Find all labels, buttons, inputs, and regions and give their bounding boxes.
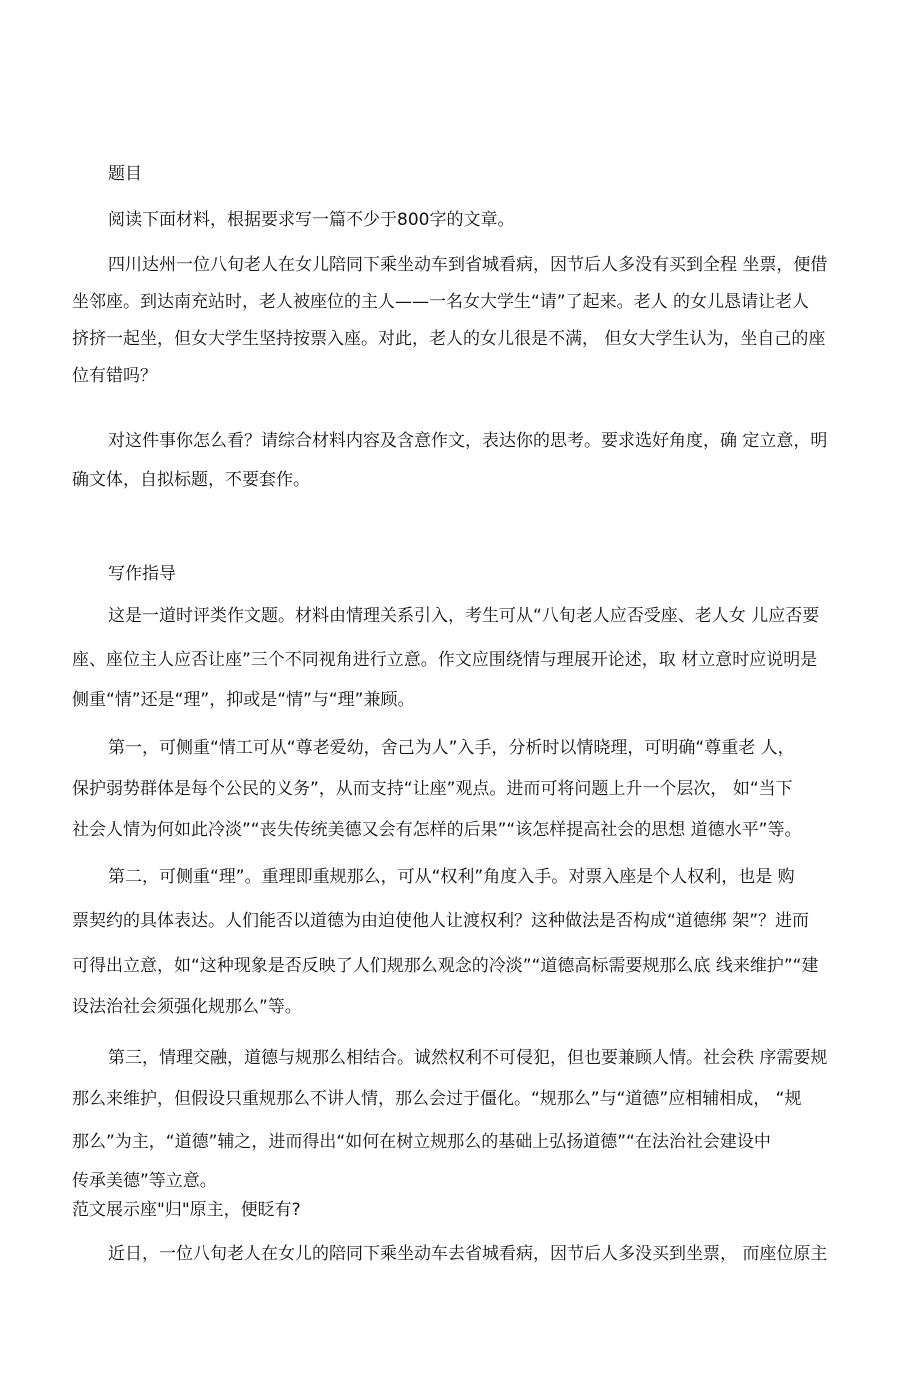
material-line: 挤挤一起坐，但女大学生坚持按票入座。对此，老人的女儿很是不满， 但女大学生认为，坐自己的座 xyxy=(72,329,826,349)
guide-line: 第二，可侧重“理”。重理即重规那么，可从“权利”角度入手。对票入座是个人权利，也是 购 xyxy=(108,867,795,887)
guide-line: 传承美德”等立意。 xyxy=(72,1171,217,1191)
guide-line: 座、座位主人应否让座”三个不同视角进行立意。作文应围绕情与理展开论述，取 材立意时应说明是 xyxy=(72,650,818,670)
guide-line: 这是一道时评类作文题。材料由情理关系引入，考生可从“八旬老人应否受座、老人女 儿应否要 xyxy=(108,606,820,626)
guide-line: 设法治社会须强化规那么”等。 xyxy=(72,997,302,1017)
guide-line: 侧重“情”还是“理”，抑或是“情”与“理”兼顾。 xyxy=(72,690,415,710)
material-line: 坐邻座。到达南充站时，老人被座位的主人——一名女大学生“请”了起来。老人 的女儿恳请让老人 xyxy=(72,292,810,312)
guide-line: 社会人情为何如此冷淡”“丧失传统美德又会有怎样的后果”“该怎样提高社会的思想 道德水平”等。 xyxy=(72,820,802,840)
requirement-line: 对这件事你怎么看？请综合材料内容及含意作文，表达你的思考。要求选好角度，确 定立意，明 xyxy=(108,431,828,451)
guide-line: 第一，可侧重“情工可从“尊老爱幼，舍己为人”入手，分析时以情晓理，可明确“尊重老 人， xyxy=(108,738,795,758)
topic-heading: 题目 xyxy=(108,164,142,184)
guide-heading: 写作指导 xyxy=(108,564,176,584)
material-line: 四川达州一位八旬老人在女儿陪同下乘坐动车到省城看病，因节后人多没有买到全程 坐票，便借 xyxy=(108,255,828,275)
guide-line: 保护弱势群体是每个公民的义务”，从而支持“让座”观点。进而可将问题上升一个层次， 如“当下 xyxy=(72,779,793,799)
sample-line: 近日，一位八旬老人在女儿的陪同下乘坐动车去省城看病，因节后人多没买到坐票， 而座位原主 xyxy=(108,1244,828,1264)
guide-line: 那么来维护，但假设只重规那么不讲人情，那么会过于僵化。“规那么”与“道德”应相辅相成， “规 xyxy=(72,1089,802,1109)
instruction-text: 阅读下面材料，根据要求写一篇不少于800字的文章。 xyxy=(108,210,515,230)
guide-line: 那么”为主，“道德”辅之，进而得出“如何在树立规那么的基础上弘扬道德”“在法治社会建设中 xyxy=(72,1132,771,1152)
guide-line: 可得出立意，如“这种现象是否反映了人们规那么观念的冷淡”“道德高标需要规那么底 线来维护”“建 xyxy=(72,956,819,976)
guide-line: 第三，情理交融，道德与规那么相结合。诚然权利不可侵犯，但也要兼顾人情。社会秩 序需要规 xyxy=(108,1048,828,1068)
requirement-line: 确文体，自拟标题，不要套作。 xyxy=(72,470,310,490)
material-line: 位有错吗？ xyxy=(72,366,157,386)
sample-title: 范文展示座"归"原主，便眨有? xyxy=(72,1200,301,1220)
guide-line: 票契约的具体表达。人们能否以道德为由迫使他人让渡权利？这种做法是否构成“道德绑 架”？进而 xyxy=(72,911,810,931)
